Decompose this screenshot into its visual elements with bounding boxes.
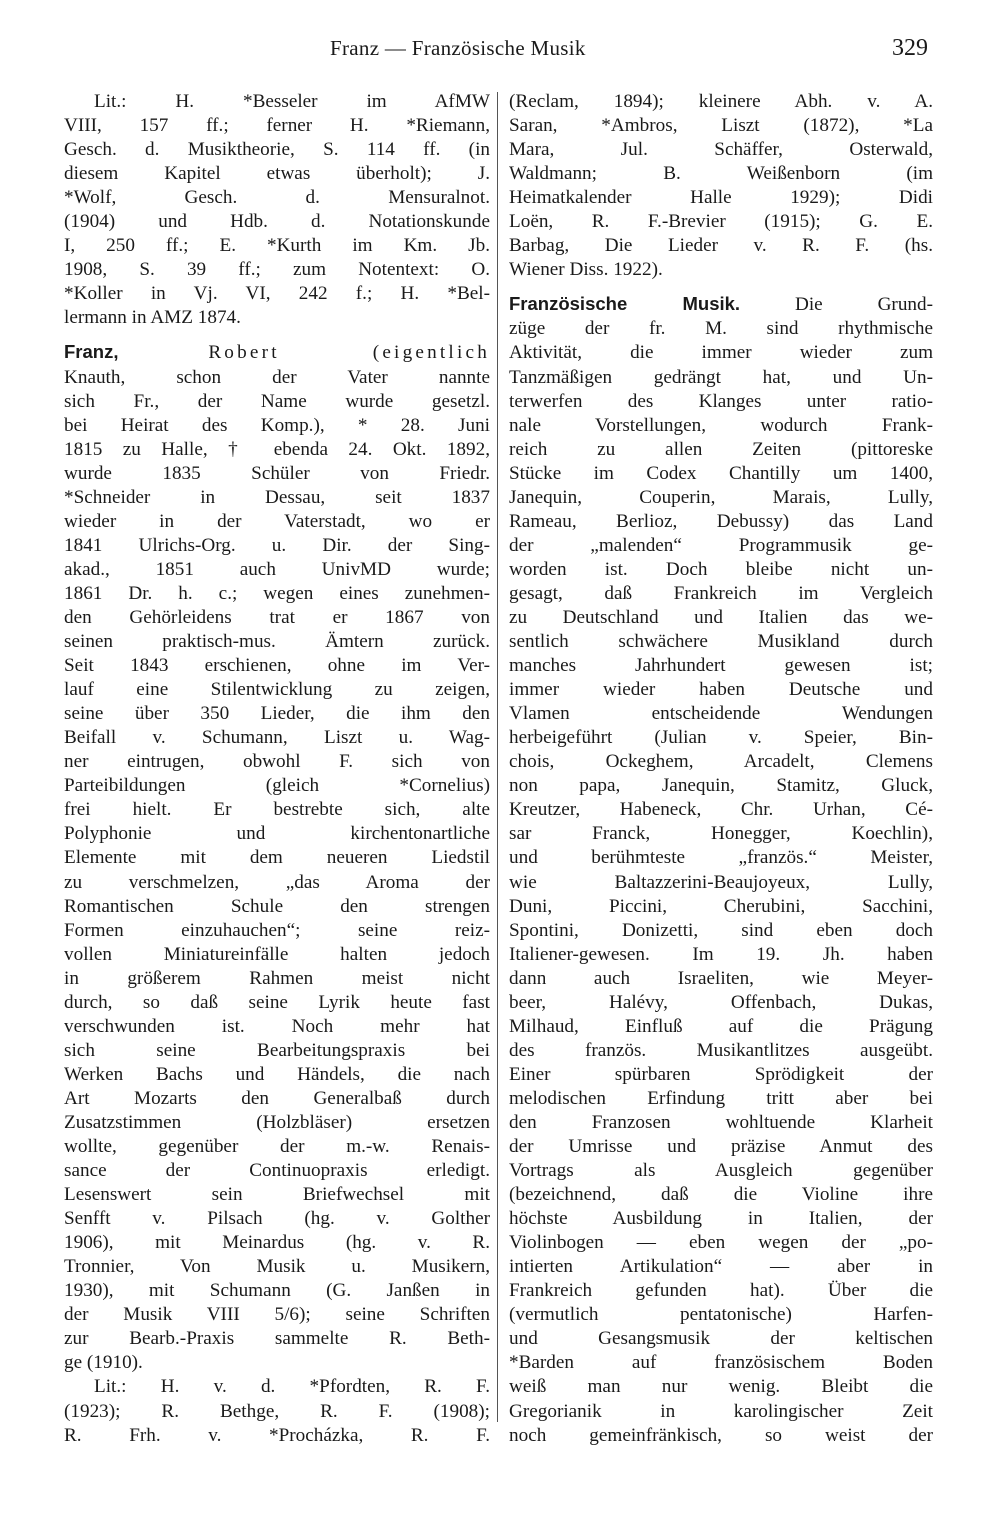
text-line: den Gehörleidens trat er 1867 von bbox=[64, 606, 490, 628]
running-head: Franz — Französische Musik bbox=[330, 36, 586, 60]
text-line: Die Grund- bbox=[794, 294, 933, 316]
text-line: Zusatzstimmen (Holzbläser) ersetzen bbox=[64, 1111, 490, 1133]
text-line: Janequin, Couperin, Marais, Lully, bbox=[509, 486, 933, 508]
text-line: manches Jahrhundert gewesen ist; bbox=[509, 655, 933, 677]
text-line: durch, so daß seine Lyrik heute fast bbox=[64, 991, 490, 1013]
text-line: Rameau, Berlioz, Debussy) das Land bbox=[509, 510, 933, 532]
text-line: beer, Halévy, Offenbach, Dukas, bbox=[509, 991, 933, 1013]
text-line: sar Franck, Honegger, Koechlin), bbox=[509, 823, 933, 845]
text-line: Gregorianik in karolingischer Zeit bbox=[509, 1400, 933, 1422]
text-line: Mara, Jul. Schäffer, Osterwald, bbox=[509, 139, 933, 161]
entry-franz bbox=[64, 340, 490, 1375]
text-line: I, 250 ff.; E. *Kurth im Km. Jb. bbox=[64, 235, 490, 257]
lit-franz bbox=[64, 1375, 490, 1447]
text-line: zur Bearb.-Praxis sammelte R. Beth- bbox=[64, 1328, 490, 1350]
text-line: Romantischen Schule den strengen bbox=[64, 895, 490, 917]
text-line: den Franzosen wohltuende Klarheit bbox=[509, 1111, 933, 1133]
text-line: 1906), mit Meinardus (hg. v. R. bbox=[64, 1232, 490, 1254]
text-line: Tanzmäßigen gedrängt hat, und Un- bbox=[509, 366, 933, 388]
text-line: seinen praktisch-mus. Ämtern zurück. bbox=[64, 631, 490, 653]
text-line: Violinbogen — eben wegen der „po- bbox=[509, 1232, 933, 1254]
text-line: Tronnier, Von Musik u. Musikern, bbox=[64, 1256, 490, 1278]
text-line: gesagt, daß Frankreich im Vergleich bbox=[509, 582, 933, 604]
lit-besseler bbox=[64, 90, 490, 330]
text-line: *Schneider in Dessau, seit 1837 bbox=[64, 486, 490, 508]
text-line: Kreutzer, Habeneck, Chr. Urhan, Cé- bbox=[509, 799, 933, 821]
text-line: melodischen Erfindung tritt aber bei bbox=[509, 1087, 933, 1109]
entry-franzoesische-musik bbox=[509, 292, 933, 1447]
text-line: Stücke im Codex Chantilly um 1400, bbox=[509, 462, 933, 484]
text-line: des französ. Musikantlitzes ausgeübt. bbox=[509, 1039, 933, 1061]
text-line: sich seine Bearbeitungspraxis bei bbox=[64, 1039, 490, 1061]
text-line: bei Heirat des Komp.), * 28. Juni bbox=[64, 414, 490, 436]
text-line: und berühmteste „französ.“ Meister, bbox=[509, 847, 933, 869]
headword-franz: Franz, bbox=[64, 341, 119, 363]
text-line: 1930), mit Schumann (G. Janßen in bbox=[64, 1280, 490, 1302]
text-line: weiß man nur wenig. Bleibt die bbox=[509, 1376, 933, 1398]
text-line: Werken Bachs und Händels, die nach bbox=[64, 1063, 490, 1085]
text-line: der Umrisse und präzise Anmut des bbox=[509, 1136, 933, 1158]
text-line: herbeigeführt (Julian v. Speier, Bin- bbox=[509, 727, 933, 749]
text-line: Beifall v. Schumann, Liszt u. Wag- bbox=[64, 727, 490, 749]
text-line: R. Frh. v. *Procházka, R. F. bbox=[64, 1424, 490, 1446]
text-line: VIII, 157 ff.; ferner H. *Riemann, bbox=[64, 115, 490, 137]
text-line: ner eintrugen, obwohl F. sich von bbox=[64, 751, 490, 773]
column-rule bbox=[497, 92, 498, 1422]
text-line: höchste Ausbildung in Italien, der bbox=[509, 1208, 933, 1230]
text-line: der Musik VIII 5/6); seine Schriften bbox=[64, 1304, 490, 1326]
text-line: sich Fr., der Name wurde gesetzl. bbox=[64, 390, 490, 412]
text-line: intierten Artikulation“ — aber in bbox=[509, 1256, 933, 1278]
text-line: sance der Continuopraxis erledigt. bbox=[64, 1160, 490, 1182]
text-line: diesem Kapitel etwas überholt); J. bbox=[64, 163, 490, 185]
text-line: züge der fr. M. sind rhythmische bbox=[509, 318, 933, 340]
text-line: Lesenswert sein Briefwechsel mit bbox=[64, 1184, 490, 1206]
text-line: *Wolf, Gesch. d. Mensuralnot. bbox=[64, 187, 490, 209]
text-line: Lit.: H. v. d. *Pfordten, R. F. bbox=[94, 1376, 490, 1398]
text-line: sentlich schwächere Musikland durch bbox=[509, 631, 933, 653]
text-line: Gesch. d. Musiktheorie, S. 114 ff. (in bbox=[64, 139, 490, 161]
text-line: wollte, gegenüber der m.-w. Renais- bbox=[64, 1136, 490, 1158]
text-line: Barbag, Die Lieder v. R. F. (hs. bbox=[509, 235, 933, 257]
text-line: und Gesangsmusik der keltischen bbox=[509, 1328, 933, 1350]
text-line: Waldmann; B. Weißenborn (im bbox=[509, 163, 933, 185]
text-line: 1815 zu Halle, † ebenda 24. Okt. 1892, bbox=[64, 438, 490, 460]
text-line: 1861 Dr. h. c.; wegen eines zunehmen- bbox=[64, 582, 490, 604]
page-number: 329 bbox=[892, 35, 928, 61]
text-line: Knauth, schon der Vater nannte bbox=[64, 366, 490, 388]
text-line: vollen Miniatureinfälle halten jedoch bbox=[64, 943, 490, 965]
headword-franzoesische-musik: Französische Musik. bbox=[509, 293, 741, 315]
text-line: lermann in AMZ 1874. bbox=[64, 307, 241, 329]
text-line: Frankreich gefunden hat). Über die bbox=[509, 1280, 933, 1302]
text-line: 1908, S. 39 ff.; zum Notentext: O. bbox=[64, 259, 490, 281]
text-line: nale Vorstellungen, wodurch Frank- bbox=[509, 414, 933, 436]
text-line: wurde 1835 Schüler von Friedr. bbox=[64, 462, 490, 484]
text-line: zu verschmelzen, „das Aroma der bbox=[64, 871, 490, 893]
text-line: seine über 350 Lieder, die ihm den bbox=[64, 703, 490, 725]
text-line: Milhaud, Einfluß auf die Prägung bbox=[509, 1015, 933, 1037]
text-line: akad., 1851 auch UnivMD wurde; bbox=[64, 558, 490, 580]
text-line: Heimatkalender Halle 1929); Didi bbox=[509, 187, 933, 209]
text-line: Parteibildungen (gleich *Cornelius) bbox=[64, 775, 490, 797]
text-line: (bezeichnend, daß die Violine ihre bbox=[509, 1184, 933, 1206]
text-line: noch gemeinfränkisch, so weist der bbox=[509, 1424, 933, 1446]
text-line: non papa, Janequin, Stamitz, Gluck, bbox=[509, 775, 933, 797]
text-line: Wiener Diss. 1922). bbox=[509, 259, 663, 281]
text-line: Einer spürbaren Sprödigkeit der bbox=[509, 1063, 933, 1085]
left-column bbox=[64, 90, 490, 1448]
text-line: chois, Ockeghem, Arcadelt, Clemens bbox=[509, 751, 933, 773]
text-line: Duni, Piccini, Cherubini, Sacchini, bbox=[509, 895, 933, 917]
text-line: der „malenden“ Programmusik ge- bbox=[509, 534, 933, 556]
text-line: Art Mozarts den Generalbaß durch bbox=[64, 1087, 490, 1109]
text-line: *Barden auf französischem Boden bbox=[509, 1352, 933, 1374]
text-line: zu Deutschland und Italien das we- bbox=[509, 606, 933, 628]
text-line: Lit.: H. *Besseler im AfMW bbox=[94, 91, 490, 112]
text-line: Formen einzuhauchen“; seine reiz- bbox=[64, 919, 490, 941]
text-line: (1923); R. Bethge, R. F. (1908); bbox=[64, 1400, 490, 1422]
text-line: Seit 1843 erschienen, ohne im Ver- bbox=[64, 655, 490, 677]
text-line: Vlamen entscheidende Wendungen bbox=[509, 703, 933, 725]
text-line: Spontini, Donizetti, sind eben doch bbox=[509, 919, 933, 941]
text-line: immer wieder haben Deutsche und bbox=[509, 679, 933, 701]
text-line: wieder in der Vaterstadt, wo er bbox=[64, 510, 490, 532]
text-line: lauf eine Stilentwicklung zu zeigen, bbox=[64, 679, 490, 701]
text-line: *Koller in Vj. VI, 242 f.; H. *Bel- bbox=[64, 283, 490, 305]
text-line: terwerfen des Klanges unter ratio- bbox=[509, 390, 933, 412]
text-line: in größerem Rahmen meist nicht bbox=[64, 967, 490, 989]
text-line: Vortrags als Ausgleich gegenüber bbox=[509, 1160, 933, 1182]
lit-franz-continued bbox=[509, 90, 933, 282]
text-line: 1841 Ulrichs-Org. u. Dir. der Sing- bbox=[64, 534, 490, 556]
text-line: Aktivität, die immer wieder zum bbox=[509, 342, 933, 364]
text-line: Saran, *Ambros, Liszt (1872), *La bbox=[509, 115, 933, 137]
text-line: frei hielt. Er bestrebte sich, alte bbox=[64, 799, 490, 821]
text-line: reich zu allen Zeiten (pittoreske bbox=[509, 438, 933, 460]
text-line: Senfft v. Pilsach (hg. v. Golther bbox=[64, 1208, 490, 1230]
right-column bbox=[509, 90, 933, 1448]
text-line: verschwunden ist. Noch mehr hat bbox=[64, 1015, 490, 1037]
text-line: Polyphonie und kirchentonartliche bbox=[64, 823, 490, 845]
text-line: (1904) und Hdb. d. Notationskunde bbox=[64, 211, 490, 233]
text-line: Robert (eigentlich bbox=[208, 342, 490, 364]
text-line: ge (1910). bbox=[64, 1352, 143, 1374]
text-line: worden ist. Doch bleibe nicht un- bbox=[509, 558, 933, 580]
text-line: Elemente mit dem neueren Liedstil bbox=[64, 847, 490, 869]
text-line: wie Baltazzerini-Beaujoyeux, Lully, bbox=[509, 871, 933, 893]
text-line: dann auch Israeliten, wie Meyer- bbox=[509, 967, 933, 989]
text-line: (Reclam, 1894); kleinere Abh. v. A. bbox=[509, 91, 933, 112]
text-line: Loën, R. F.-Brevier (1915); G. E. bbox=[509, 211, 933, 233]
text-line: Italiener-gewesen. Im 19. Jh. haben bbox=[509, 943, 933, 965]
text-line: (vermutlich pentatonische) Harfen- bbox=[509, 1304, 933, 1326]
